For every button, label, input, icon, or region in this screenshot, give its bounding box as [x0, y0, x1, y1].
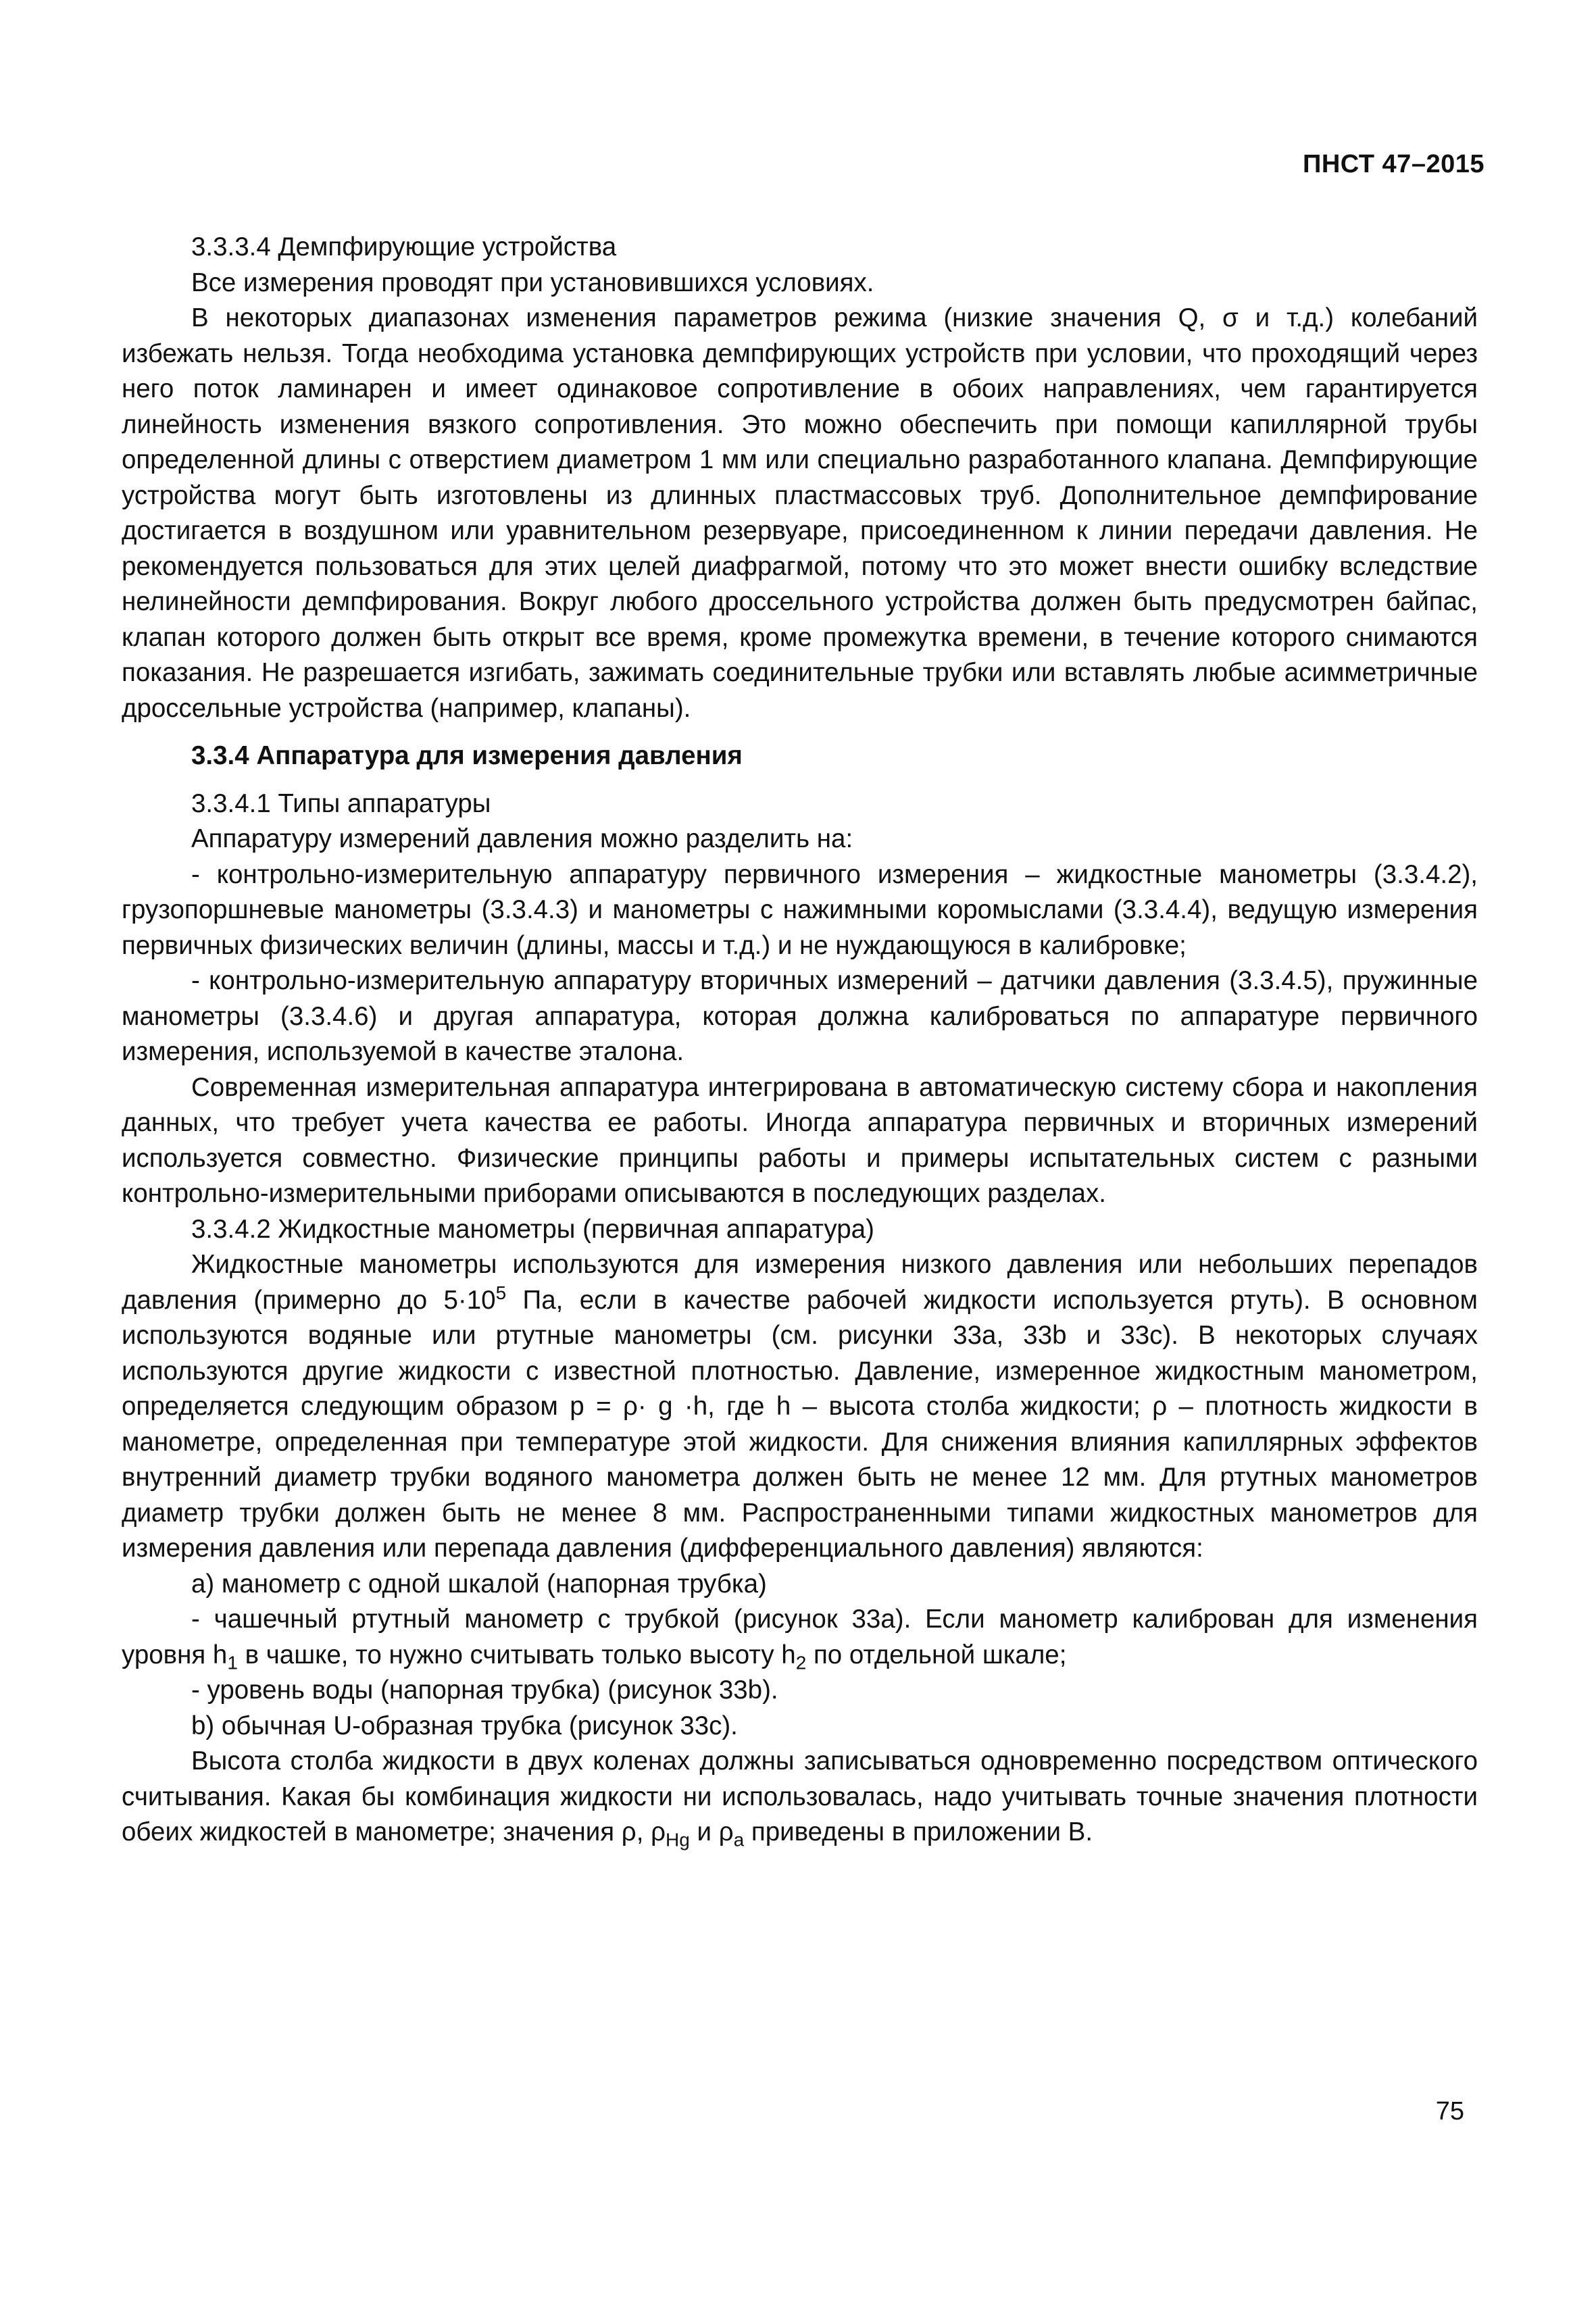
- text-run: Высота столба жидкости в двух коленах должны записываться одновременно посредством оптического считывания. Какая бы комбинация жидкости ни использовалась, надо учитывать точные значения плотности обеих жидкостей в манометре; значения ρ, ρ: [122, 1746, 1478, 1846]
- paragraph: Современная измерительная аппаратура интегрирована в автоматическую систему сбора и накопления данных, что требует учета качества ее работы. Иногда аппаратура первичных и вторичных измерений используется совместно. Физические принципы работы и примеры испытательных систем с разными контрольно-измерительными приборами описываются в последующих разделах.: [122, 1072, 1478, 1208]
- document-id: ПНСТ 47–2015: [1303, 150, 1485, 178]
- list-item: [122, 1602, 1478, 1673]
- section-heading-3-3-4-1: 3.3.4.1 Типы аппаратуры: [191, 788, 491, 818]
- text-run: приведены в приложении B.: [744, 1817, 1093, 1846]
- paragraph: [122, 1744, 1478, 1851]
- list-item: - уровень воды (напорная трубка) (рисунок 33b).: [191, 1676, 778, 1705]
- subscript: a: [733, 1829, 745, 1851]
- text-run: Жидкостные манометры используются для измерения низкого давления или небольших перепадов давления (примерно до 5·10: [122, 1250, 1478, 1315]
- list-item: a) манометр с одной шкалой (напорная трубка): [191, 1569, 767, 1599]
- body-text: [122, 230, 1478, 1851]
- section-heading-3-3-4: 3.3.4 Аппаратура для измерения давления: [191, 741, 743, 770]
- superscript: 5: [495, 1282, 507, 1303]
- list-item: b) обычная U-образная трубка (рисунок 33c).: [191, 1711, 738, 1740]
- list-item: - контрольно-измерительную аппаратуру первичного измерения – жидкостные манометры (3.3.4.2), грузопоршневые манометры (3.3.4.3) и манометры с нажимными коромыслами (3.3.4.4), ведущую измерения первичных физических величин (длины, массы и т.д.) и не нуждающуюся в калибровке;: [122, 859, 1478, 960]
- text-run: - чашечный ртутный манометр с трубкой (рисунок 33a). Если манометр калиброван для изменения уровня h: [122, 1605, 1478, 1669]
- list-item: - контрольно-измерительную аппаратуру вторичных измерений – датчики давления (3.3.4.5), пружинные манометры (3.3.4.6) и другая аппаратура, которая должна калиброваться по аппаратуре первичного измерения, используемой в качестве эталона.: [122, 966, 1478, 1066]
- paragraph: Все измерения проводят при установившихся условиях.: [191, 268, 874, 297]
- subscript: Hg: [666, 1829, 690, 1851]
- section-heading-3-3-3-4: 3.3.3.4 Демпфирующие устройства: [191, 232, 617, 261]
- paragraph: Аппаратуру измерений давления можно разделить на:: [191, 824, 853, 853]
- paragraph: В некоторых диапазонах изменения параметров режима (низкие значения Q, σ и т.д.) колебаний избежать нельзя. Тогда необходима установка демпфирующих устройств при условии, что проходящий через него поток ламинарен и имеет одинаковое сопротивление в обоих направлениях, чем гарантируется линейность изменения вязкого сопротивления. Это можно обеспечить при помощи капиллярной трубы определенной длины с отверстием диаметром 1 мм или специально разработанного клапана. Демпфирующие устройства могут быть изготовлены из длинных пластмассовых труб. Дополнительное демпфирование достигается в воздушном или уравнительном резервуаре, присоединенном к линии передачи давления. Не рекомендуется пользоваться для этих целей диафрагмой, потому что это может внести ошибку вследствие нелинейности демпфирования. Вокруг любого дроссельного устройства должен быть предусмотрен байпас, клапан которого должен быть открыт все время, кроме промежутка времени, в течение которого снимаются показания. Не разрешается изгибать, зажимать соединительные трубки или вставлять любые асимметричные дроссельные устройства (например, клапаны).: [122, 303, 1478, 723]
- subscript: 2: [795, 1652, 807, 1674]
- subscript: 1: [227, 1652, 238, 1674]
- section-heading-3-3-4-2: 3.3.4.2 Жидкостные манометры (первичная аппаратура): [191, 1214, 874, 1244]
- text-run: в чашке, то нужно считывать только высоту h: [237, 1640, 796, 1669]
- page-number: 75: [1435, 2097, 1464, 2126]
- text-run: по отдельной шкале;: [806, 1640, 1067, 1669]
- paragraph: [122, 1247, 1478, 1567]
- text-run: и ρ: [689, 1817, 734, 1846]
- text-run: Па, если в качестве рабочей жидкости используется ртуть). В основном используются водяные или ртутные манометры (см. рисунки 33a, 33b и 33c). В некоторых случаях используются другие жидкости с известной плотностью. Давление, измеренное жидкостным манометром, определяется следующим образом p = ρ· g ·h, где h – высота столба жидкости; ρ – плотность жидкости в манометре, определенная при температуре этой жидкости. Для снижения влияния капиллярных эффектов внутренний диаметр трубки водяного манометра должен быть не менее 12 мм. Для ртутных манометров диаметр трубки должен быть не менее 8 мм. Распространенными типами жидкостных манометров для измерения давления или перепада давления (дифференциального давления) являются:: [122, 1285, 1478, 1563]
